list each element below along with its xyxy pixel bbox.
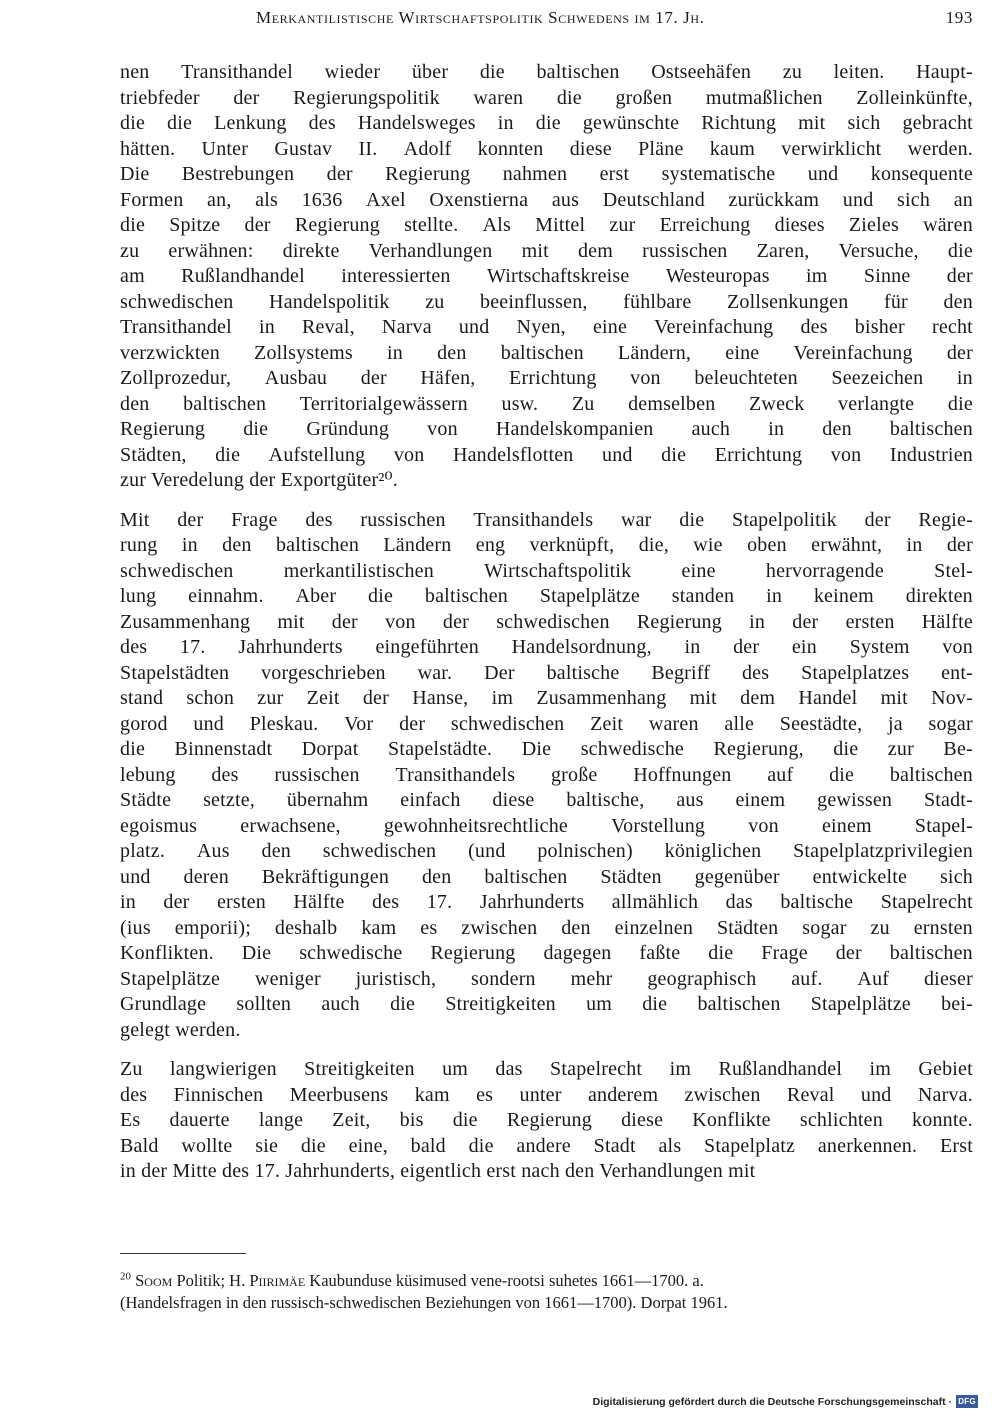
text-line: triebfeder der Regierungspolitik waren die großen mutmaßlichen Zolleinkünfte,	[120, 86, 973, 109]
text-line: lebung des russischen Transithandels große Hoffnungen auf die baltischen	[120, 763, 973, 786]
dfg-logo-icon: DFG	[956, 1395, 978, 1408]
text-line: Bald wollte sie die eine, bald die andere Stadt als Stapelplatz anerkennen. Erst	[120, 1134, 973, 1157]
text-line: gelegt werden.	[120, 1018, 241, 1041]
text-line: in der ersten Hälfte des 17. Jahrhunderts allmählich das baltische Stapelrecht	[120, 891, 973, 913]
footnotes	[120, 1270, 973, 1314]
text-line: egoismus erwachsene, gewohnheitsrechtliche Vorstellung von einem Stapel-	[120, 814, 973, 837]
text-line: die die Lenkung des Handelsweges in die gewünschte Richtung mit sich gebracht	[120, 112, 973, 134]
running-title: Merkantilistische Wirtschaftspolitik Schwedens im 17. Jh.	[256, 8, 705, 27]
text-line: platz. Aus den schwedischen (und polnischen) königlichen Stapelplatzprivilegien	[120, 840, 973, 862]
text-line: des Finnischen Meerbusens kam es unter anderem zwischen Reval und Narva.	[120, 1083, 973, 1106]
text-line: Stapelstädten vorgeschrieben war. Der baltische Begriff des Stapelplatzes ent-	[120, 661, 973, 684]
footnote-line-2	[120, 1292, 973, 1314]
footnote-20-second-line: (Handelsfragen in den russisch-schwedischen Beziehungen von 1661—1700). Dorpat 1961.	[120, 1293, 728, 1312]
footnote-text-2: Kaubunduse küsimused vene-rootsi suhetes 1661—1700. a.	[305, 1271, 704, 1290]
credit-text: Digitalisierung gefördert durch die Deutsche Forschungsgemeinschaft ·	[592, 1395, 952, 1408]
text-line: und deren Bekräftigungen den baltischen Städten gegenüber entwickelte sich	[120, 865, 973, 888]
text-line: schwedischen merkantilistischen Wirtschaftspolitik eine hervorragende Stel-	[120, 559, 973, 582]
text-line: rung in den baltischen Ländern eng verknüpft, die, wie oben erwähnt, in der	[120, 534, 973, 556]
text-line: schwedischen Handelspolitik zu beeinflussen, fühlbare Zollsenkungen für den	[120, 290, 973, 313]
text-line: Zu langwierigen Streitigkeiten um das Stapelrecht im Rußlandhandel im Gebiet	[120, 1058, 973, 1080]
text-line: den baltischen Territorialgewässern usw. Zu demselben Zweck verlangte die	[120, 392, 973, 415]
footnote-author-2: Piirimäe	[249, 1271, 306, 1290]
text-line: des 17. Jahrhunderts eingeführten Handelsordnung, in der ein System von	[120, 636, 973, 658]
text-line: Zollprozedur, Ausbau der Häfen, Errichtung von beleuchteten Seezeichen in	[120, 367, 973, 389]
text-line: in der Mitte des 17. Jahrhunderts, eigentlich erst nach den Verhandlungen mit	[120, 1160, 756, 1182]
text-line: Grundlage sollten auch die Streitigkeiten um die baltischen Stapelplätze bei-	[120, 993, 973, 1015]
text-line: Die Bestrebungen der Regierung nahmen erst systematische und konsequente	[120, 163, 973, 185]
footnote-number: 20	[120, 1270, 131, 1283]
text-line: nen Transithandel wieder über die baltischen Ostseehäfen zu leiten. Haupt-	[120, 61, 973, 83]
text-line: lung einnahm. Aber die baltischen Stapelplätze standen in keinem direkten	[120, 585, 973, 607]
text-line: gorod und Pleskau. Vor der schwedischen Zeit waren alle Seestädte, ja sogar	[120, 712, 973, 735]
text-line: Städten, die Aufstellung von Handelsflotten und die Errichtung von Industrien	[120, 443, 973, 466]
text-line: Konflikten. Die schwedische Regierung dagegen faßte die Frage der baltischen	[120, 942, 973, 964]
text-line: stand schon zur Zeit der Hanse, im Zusammenhang mit dem Handel mit Nov-	[120, 687, 973, 709]
footnote-author-1: Soom	[135, 1271, 173, 1290]
body-text	[120, 60, 973, 1199]
digitization-credit	[593, 1395, 978, 1408]
text-line: Stapelplätze weniger juristisch, sondern mehr geographisch auf. Auf dieser	[120, 967, 973, 990]
text-line: zu erwähnen: direkte Verhandlungen mit dem russischen Zaren, Versuche, die	[120, 239, 973, 262]
text-line: Es dauerte lange Zeit, bis die Regierung diese Konflikte schlichten konnte.	[120, 1109, 973, 1131]
text-line: zur Veredelung der Exportgüter²⁰.	[120, 469, 398, 491]
text-line: die Spitze der Regierung stellte. Als Mittel zur Erreichung dieses Zieles wären	[120, 214, 973, 236]
page-number: 193	[945, 8, 973, 27]
footnote-separator	[120, 1253, 246, 1254]
text-line: hätten. Unter Gustav II. Adolf konnten diese Pläne kaum verwirklicht werden.	[120, 137, 973, 160]
paragraph	[120, 508, 973, 1044]
text-line: Zusammenhang mit der von der schwedischen Regierung in der ersten Hälfte	[120, 610, 973, 633]
text-line: Transithandel in Reval, Narva und Nyen, eine Vereinfachung des bisher recht	[120, 316, 973, 338]
footnote-text-1: Politik; H.	[172, 1271, 250, 1290]
paragraph	[120, 60, 973, 494]
text-line: verzwickten Zollsystems in den baltischen Ländern, eine Vereinfachung der	[120, 341, 973, 364]
text-line: Regierung die Gründung von Handelskompanien auch in den baltischen	[120, 418, 973, 440]
text-line: (ius emporii); deshalb kam es zwischen den einzelnen Städten sogar zu ernsten	[120, 916, 973, 939]
text-line: Formen an, als 1636 Axel Oxenstierna aus Deutschland zurückkam und sich an	[120, 188, 973, 211]
text-line: Mit der Frage des russischen Transithandels war die Stapelpolitik der Regie-	[120, 508, 973, 531]
text-line: Städte setzte, übernahm einfach diese baltische, aus einem gewissen Stadt-	[120, 789, 973, 811]
footnote-20-first-line	[120, 1270, 704, 1292]
footnote-line-1	[120, 1270, 973, 1292]
text-line: am Rußlandhandel interessierten Wirtschaftskreise Westeuropas im Sinne der	[120, 265, 973, 287]
paragraph	[120, 1057, 973, 1185]
running-header	[120, 8, 973, 34]
text-line: die Binnenstadt Dorpat Stapelstädte. Die schwedische Regierung, die zur Be-	[120, 738, 973, 760]
